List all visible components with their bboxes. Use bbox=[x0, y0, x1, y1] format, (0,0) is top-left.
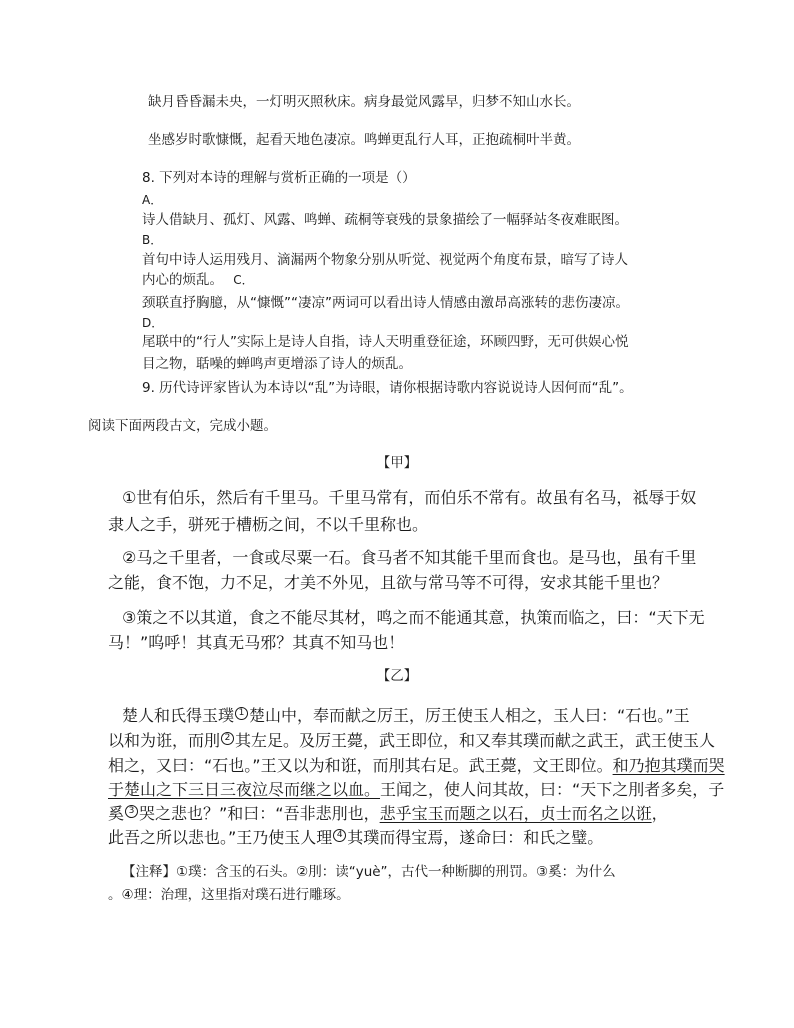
jia-p2-line-1: ②马之千里者，一食或尽粟一石。食马者不知其能千里而食也。是马也，虽有千里 bbox=[122, 548, 697, 567]
reading-instruction: 阅读下面两段古文，完成小题。 bbox=[88, 418, 277, 434]
poem-line-1: 缺月昏昏漏未央，一灯明灭照秋床。病身最觉风露早，归梦不知山水长。 bbox=[148, 94, 580, 110]
option-b-text-2 bbox=[142, 272, 254, 288]
note-marker-3: 3 bbox=[125, 805, 138, 818]
underlined-sentence-1-end: 于楚山之下三日三夜泣尽而继之以血。 bbox=[108, 780, 381, 799]
yi-line-5 bbox=[108, 804, 668, 823]
option-a-text: 诗人借缺月、孤灯、风露、鸣蝉、疏桐等衰残的景象描绘了一幅驿站冬夜难眠图。 bbox=[142, 212, 628, 228]
option-c-label: C． bbox=[233, 273, 254, 287]
yi-line-4 bbox=[108, 780, 724, 799]
note-marker-2: 2 bbox=[221, 732, 234, 745]
option-b-label: B． bbox=[142, 233, 163, 247]
jia-p1-line-1: ①世有伯乐，然后有千里马。千里马常有，而伯乐不常有。故虽有名马，祗辱于奴 bbox=[122, 488, 697, 507]
question-8-stem: 8. 下列对本诗的理解与赏析正确的一项是（） bbox=[142, 170, 416, 186]
yi-line-1-part-a: 楚人和氏得玉璞 bbox=[122, 706, 235, 725]
poem-line-2: 坐感岁时歌慷慨，起看天地色凄凉。鸣蝉更乱行人耳，正抱疏桐叶半黄。 bbox=[148, 132, 580, 148]
jia-p1-line-2: 隶人之手，骈死于槽枥之间，不以千里称也。 bbox=[108, 515, 429, 534]
yi-line-2 bbox=[108, 731, 715, 750]
note-marker-4: 4 bbox=[333, 829, 346, 842]
option-d-label: D． bbox=[142, 316, 164, 330]
underlined-sentence-1-start: 和乃抱其璞而哭 bbox=[612, 756, 725, 775]
notes-line-2: 。④理：治理，这里指对璞石进行雕琢。 bbox=[108, 887, 350, 903]
yi-line-6-part-a: 此吾之所以悲也。”王乃使玉人理 bbox=[108, 828, 333, 847]
note-marker-1: 1 bbox=[235, 707, 248, 720]
section-yi-title: 【乙】 bbox=[376, 668, 418, 684]
option-c-text: 颈联直抒胸臆，从“慷慨”“凄凉”两词可以看出诗人情感由激昂高涨转的悲伤凄凉。 bbox=[142, 295, 629, 311]
yi-line-6 bbox=[108, 828, 603, 847]
option-b-text-1: 首句中诗人运用残月、滴漏两个物象分别从听觉、视觉两个角度布景，暗写了诗人 bbox=[142, 252, 628, 268]
option-a-label: A． bbox=[142, 193, 163, 207]
yi-line-1-part-b: 楚山中，奉而献之厉王，厉王使玉人相之，玉人曰：“石也。”王 bbox=[249, 706, 690, 725]
notes-line-1: 【注释】①璞：含玉的石头。②刖：读“yuè”，古代一种断脚的刑罚。③奚：为什么 bbox=[122, 864, 616, 880]
jia-p2-line-2: 之能，食不饱，力不足，才美不外见，且欲与常马等不可得，安求其能千里也？ bbox=[108, 573, 669, 592]
yi-line-5-part-b: 哭之悲也？”和曰：“吾非悲刖也， bbox=[139, 804, 380, 823]
question-9: 9. 历代诗评家皆认为本诗以“乱”为诗眼，请你根据诗歌内容说说诗人因何而“乱”。 bbox=[142, 380, 633, 396]
option-b-text-2-content: 内心的烦乱。 bbox=[142, 272, 223, 288]
yi-line-1 bbox=[122, 706, 690, 725]
yi-line-5-part-a: 奚 bbox=[108, 804, 125, 823]
yi-line-3-part-a: 相之，又曰：“石也。”王又以为和诳，而刖其右足。武王薨，文王即位。 bbox=[108, 756, 613, 775]
jia-p3-line-2: 马！”呜呼！其真无马邪？其真不知马也！ bbox=[108, 633, 405, 652]
yi-line-2-part-a: 以和为诳，而刖 bbox=[108, 731, 221, 750]
yi-line-2-part-b: 其左足。及厉王薨，武王即位，和又奉其璞而献之武王，武王使玉人 bbox=[235, 731, 716, 750]
yi-line-5-part-c: ， bbox=[651, 804, 668, 823]
jia-p3-line-1: ③策之不以其道，食之不能尽其材，鸣之而不能通其意，执策而临之，曰：“天下无 bbox=[122, 608, 705, 627]
option-d-text-2: 目之物，聒噪的蝉鸣声更增添了诗人的烦乱。 bbox=[142, 356, 412, 372]
underlined-sentence-2: 悲乎宝玉而题之以石，贞士而名之以诳 bbox=[379, 804, 652, 823]
option-d-text-1: 尾联中的“行人”实际上是诗人自指，诗人天明重登征途，环顾四野，无可供娱心悦 bbox=[142, 334, 629, 350]
yi-line-6-part-b: 其璞而得宝焉，遂命曰：和氏之璧。 bbox=[347, 828, 604, 847]
yi-line-4-part-b: 王闻之，使人问其故，曰：“天下之刖者多矣，子 bbox=[380, 780, 725, 799]
section-jia-title: 【甲】 bbox=[376, 455, 418, 471]
yi-line-3 bbox=[108, 756, 725, 775]
